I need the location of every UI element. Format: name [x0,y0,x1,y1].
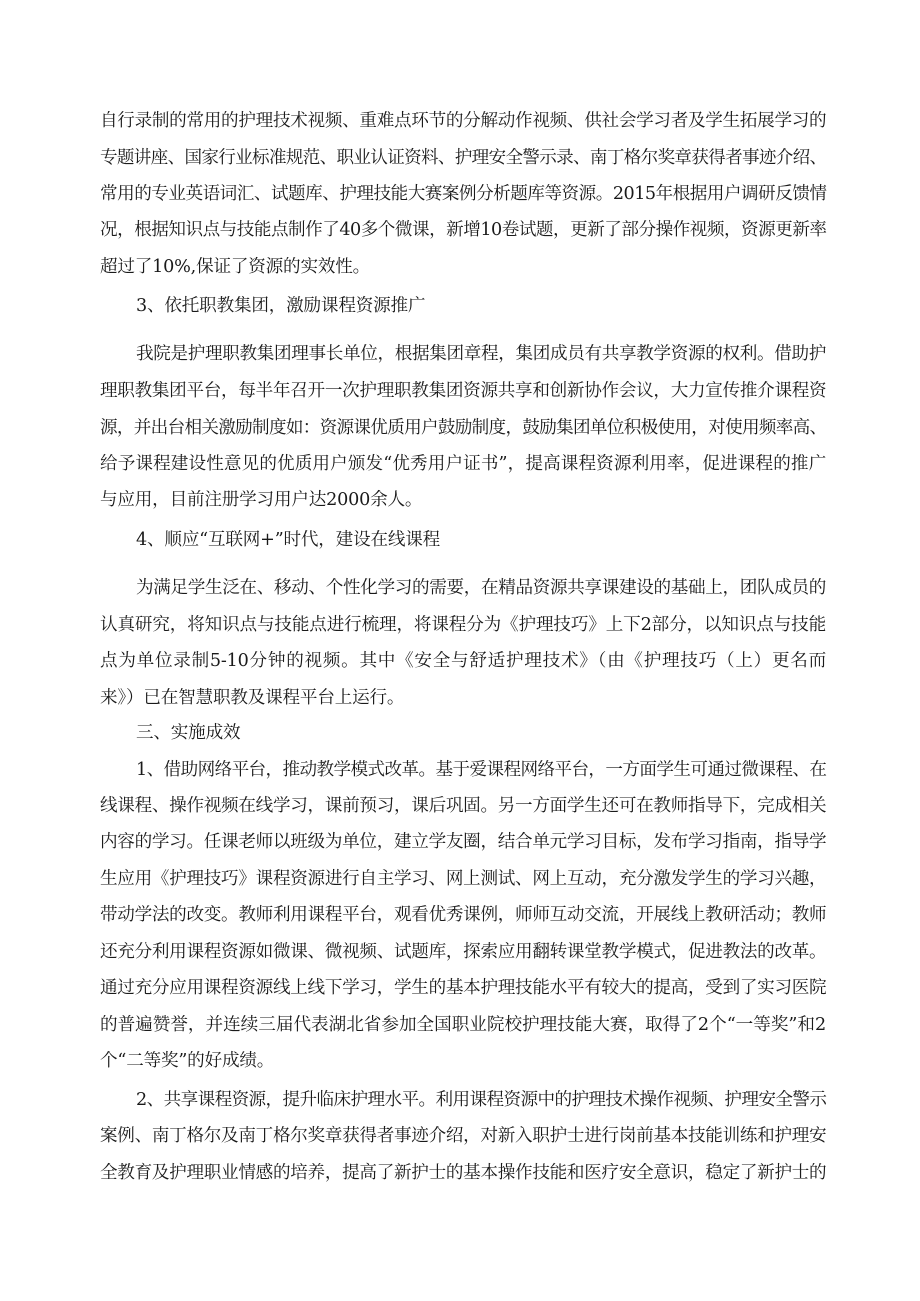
document-page: 自行录制的常用的护理技术视频、重难点环节的分解动作视频、供社会学习者及学生拓展学习的 专题讲座、国家行业标准规范、职业认证资料、护理安全警示录、南丁格尔奖章获得者事迹介绍、 常用的专业英语词汇、试题库、护理技能大赛案例分析题库等资源。2015年根据用户调研反馈情 况，根据知识点与技能点制作了40多个微课，新增10卷试题，更新了部分操作视频，资源更新率 超过了10%,保证了资源的实效性。 3、依托职教集团，激励课程资源推广 我院是护理职教集团理事长单位，根据集团章程，集团成员有共享教学资源的权利。借助护 理职教集团平台，每半年召开一次护理职教集团资源共享和创新协作会议，大力宣传推介课程资 源，并出台相关激励制度如：资源课优质用户鼓励制度，鼓励集团单位积极使用，对使用频率高、 给予课程建设性意见的优质用户颁发“优秀用户证书”，提高课程资源利用率，促进课程的推广 与应用，目前注册学习用户达2000余人。 4、顺应“互联网+”时代，建设在线课程 为满足学生泛在、移动、个性化学习的需要，在精品资源共享课建设的基础上，团队成员的 认真研究，将知识点与技能点进行梳理，将课程分为《护理技巧》上下2部分，以知识点与技能 点为单位录制5-10分钟的视频。其中《安全与舒适护理技术》（由《护理技巧（上）更名而 来》）已在智慧职教及课程平台上运行。 三、实施成效 1、借助网络平台，推动教学模式改革。基于爱课程网络平台，一方面学生可通过微课程、在 线课程、操作视频在线学习，课前预习，课后巩固。另一方面学生还可在教师指导下，完成相关 内容的学习。任课老师以班级为单位，建立学友圈，结合单元学习目标，发布学习指南，指导学 生应用《护理技巧》课程资源进行自主学习、网上测试、网上互动，充分激发学生的学习兴趣， 带动学法的改变。教师利用课程平台，观看优秀课例，师师互动交流，开展线上教研活动；教师 还充分利用课程资源如微课、微视频、试题库，探索应用翻转课堂教学模式，促进教法的改革。 通过充分应用课程资源线上线下学习，学生的基本护理技能水平有较大的提高，受到了实习医院 的普遍赞誉，并连续三届代表湖北省参加全国职业院校护理技能大赛，取得了2个“一等奖”和2 个“二等奖”的好成绩。 2、共享课程资源，提升临床护理水平。利用课程资源中的护理技术操作视频、护理安全警示 案例、南丁格尔及南丁格尔奖章获得者事迹介绍，对新入职护士进行岗前基本技能训练和护理安 全教育及护理职业情感的培养，提高了新护士的基本操作技能和医疗安全意识，稳定了新护士的 [0,0,920,1301]
